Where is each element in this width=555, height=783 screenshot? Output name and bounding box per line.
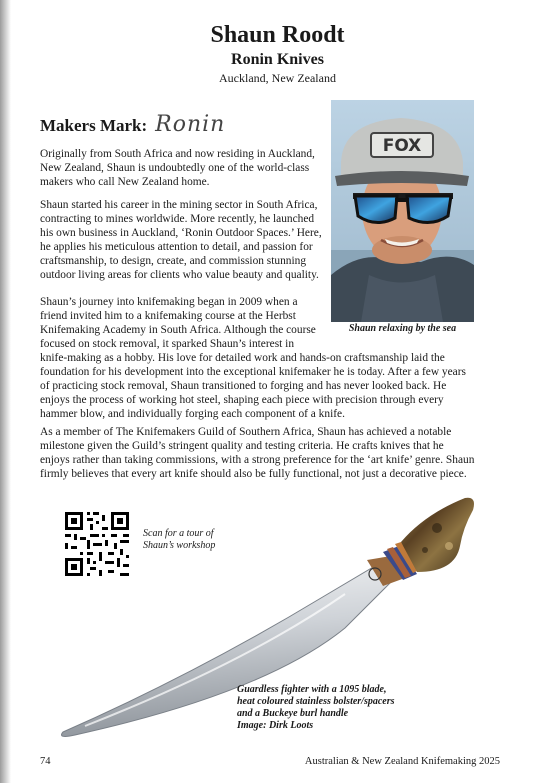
paragraph-intro: Originally from South Africa and now residing in Auckland, New Zealand, Shaun is undoubtedly one of the world-class makers who call New Zealand home.: [40, 148, 315, 188]
company-name: Ronin Knives: [231, 51, 324, 68]
portrait-image: [331, 100, 474, 322]
makers-mark: [40, 112, 225, 137]
portrait-photo: [331, 100, 474, 322]
article-header: [0, 20, 555, 86]
paragraph-journey: [40, 295, 475, 421]
qr-code-icon: [63, 510, 131, 578]
knife-caption-line: Guardless fighter with a 1095 blade,: [237, 684, 387, 695]
cap-logo: FOX: [382, 136, 422, 156]
qr-caption-line: Scan for a tour of: [143, 528, 214, 539]
paragraph-journey-text: Shaun’s journey into knifemaking began in 2009 when a friend invited him to a knifemaking course at the Herbst Knifemaking Academy in South Africa. Although the course focused on stock removal, it sparked Shaun’s interest in knife-making as a hobby. His love for detailed work and hands-on craftsmanship laid the foundation for his development into the exceptional knifemaker he is today. After a few years of practicing stock removal, Shaun transitioned to forging and has never looked back. He enjoys the process of working hot steel, shaping each piece with precision through every hammer blow, and individually forging each component of a knife.: [40, 296, 466, 420]
paragraph-career: Shaun started his career in the mining sector in South Africa, contracting to mines worldwide. More recently, he launched his own business in Auckland, ‘Ronin Outdoor Spaces.’ Here, he applies his meticulous attention to detail, and passion for craftsmanship, to design, create, and commission stunning outdoor living areas for clients who value beauty and quality.: [40, 199, 322, 281]
photo-caption: Shaun relaxing by the sea: [348, 323, 457, 334]
publication-title: Australian & New Zealand Knifemaking 2025: [304, 756, 500, 767]
makers-mark-label: Makers Mark:: [40, 116, 148, 135]
knife-caption: [237, 684, 437, 732]
maker-location: Auckland, New Zealand: [219, 71, 336, 85]
knife-caption-line: and a Buckeye burl handle: [237, 708, 349, 719]
makers-mark-logo: Ronin: [155, 112, 226, 137]
qr-caption-line: Shaun’s workshop: [143, 540, 216, 551]
page-number: 74: [40, 756, 51, 767]
qr-caption: [143, 528, 253, 552]
image-credit: Image: Dirk Loots: [237, 720, 314, 731]
maker-name: Shaun Roodt: [210, 22, 345, 48]
paragraph-guild: As a member of The Knifemakers Guild of Southern Africa, Shaun has achieved a notable milestone given the Guild’s stringent quality and testing criteria. He crafts knives that he enjoys rather than taking commissions, with a strong preference for the ‘art knife’ genre. Shaun firmly believes that every art knife should also be fully functional, not just a decorative piece.: [40, 426, 475, 480]
knife-caption-line: heat coloured stainless bolster/spacers: [237, 696, 395, 707]
text-wrap-spacer: [323, 295, 475, 345]
qr-code[interactable]: [63, 510, 131, 578]
